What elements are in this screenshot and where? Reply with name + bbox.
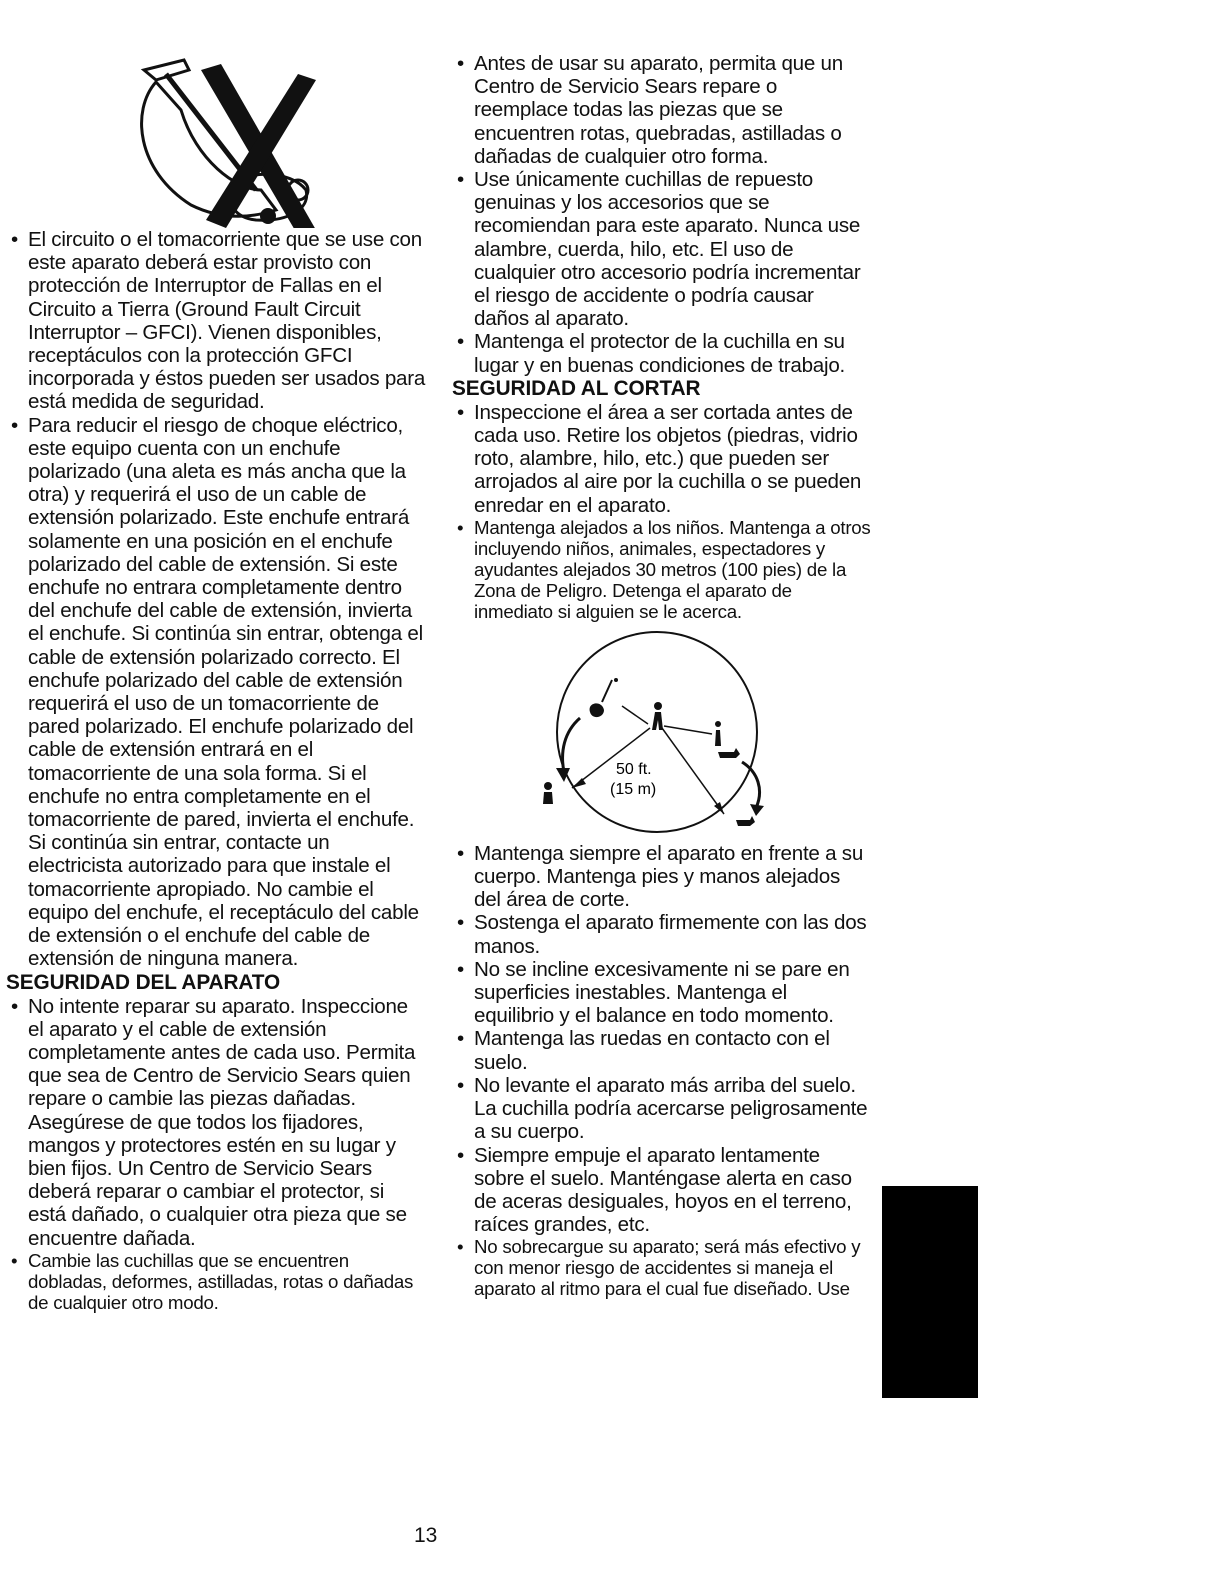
operation-bullet-list <box>452 842 872 1299</box>
gfci-bullet-list <box>6 228 426 971</box>
list-item: • Use únicamente cuchillas de repuesto genuinas y los accesorios que se recomiendan para este aparato. Nunca use alambre, cuerda, hilo, etc. El uso de cualquier otro accesorio podría incrementar el riesgo de accidente o podría causar daños al aparato. <box>457 168 861 331</box>
list-item: • Mantenga siempre el aparato en frente a su cuerpo. Mantenga pies y manos alejados del área de corte. <box>457 841 864 912</box>
bullet-text: Mantenga las ruedas en contacto con el suelo. <box>474 1027 830 1074</box>
bullet-text: Sostenga el aparato firmemente con las dos manos. <box>474 911 867 958</box>
bullet-text: Siempre empuje el aparato lentamente sobre el suelo. Manténgase alerta en caso de aceras desiguales, hoyos en el terreno, raíces grandes, etc. <box>474 1143 852 1237</box>
aparato-bullet-list <box>6 995 426 1313</box>
list-item: • Cambie las cuchillas que se encuentren dobladas, deformes, astilladas, rotas o dañadas de cualquier otro modo. <box>11 1249 414 1313</box>
bullet-text: Inspeccione el área a ser cortada antes de cada uso. Retire los objetos (piedras, vidrio roto, alambre, hilo, etc.) que pueden ser arrojados al aire por la cuchilla o se pueden enredar en el aparato. <box>474 400 862 517</box>
list-item: • No se incline excesivamente ni se pare en superficies inestables. Mantenga el equilibrio y el balance en todo momento. <box>457 957 850 1028</box>
section-heading-aparato: SEGURIDAD DEL APARATO <box>6 970 281 994</box>
list-item: • Para reducir el riesgo de choque eléctrico, este equipo cuenta con un enchufe polarizado (una aleta es más ancha que la otra) y requerirá el uso de un cable de extensión polarizado. Este enchufe entrará solamente en una posición en el enchufe polarizado del cable de extensión. Si este enchufe no entrara completamente dentro del enchufe del cable de extensión, invierta el enchufe. Si continúa sin entrar, obtenga el cable de extensión polarizado correcto. El enchufe polarizado del cable de extensión requerirá el uso de un tomacorriente de pared polarizado. El enchufe polarizado del cable de extensión entrará en el tomacorriente de una sola forma. Si el enchufe no entra completamente en el tomacorriente de pared, invierta el enchufe. Si continúa sin entrar, contacte un electricista autorizado para que instale el tomacorriente apropiado. No cambie el equipo del enchufe, el receptáculo del cable de extensión o el enchufe del cable de extensión de ninguna manera. <box>11 413 423 971</box>
list-item: • No intente reparar su aparato. Inspeccione el aparato y el cable de extensión completamente antes de cada uso. Permita que sea de Centro de Servicio Sears quien repare o cambie las piezas dañadas. Asegúrese de que todos los fijadores, mangos y protectores estén en su lugar y bien fijos. Un Centro de Servicio Sears deberá reparar o cambiar el protector, si está dañado, o cualquier otra pieza que se encuentre dañada. <box>11 994 416 1250</box>
bullet-text: Cambie las cuchillas que se encuentren dobladas, deformes, astilladas, rotas o dañadas de cualquier otro modo. <box>28 1249 414 1313</box>
list-item: • No levante el aparato más arriba del suelo. La cuchilla podría acercarse peligrosamente a su cuerpo. <box>457 1073 868 1144</box>
danger-zone-diagram <box>452 622 872 842</box>
list-item: • Mantenga las ruedas en contacto con el suelo. <box>457 1027 830 1074</box>
left-column <box>6 40 426 1313</box>
list-item: • Mantenga el protector de la cuchilla en su lugar y en buenas condiciones de trabajo. <box>457 330 845 377</box>
bullet-text: No levante el aparato más arriba del suelo. La cuchilla podría acercarse peligrosamente a su cuerpo. <box>474 1073 868 1144</box>
right-column <box>452 52 872 1299</box>
page-number: 13 <box>414 1524 438 1547</box>
bullet-text: No intente reparar su aparato. Inspeccione el aparato y el cable de extensión completamente antes de cada uso. Permita que sea de Centro de Servicio Sears quien repare o cambie las piezas dañadas. Asegúrese de que todos los fijadores, mangos y protectores estén en su lugar y bien fijos. Un Centro de Servicio Sears deberá reparar o cambiar el protector, si está dañado, o cualquier otra pieza que se encuentre dañada. <box>28 994 416 1250</box>
list-item: • El circuito o el tomacorriente que se use con este aparato deberá estar provisto con protección de Interruptor de Fallas en el Circuito a Tierra (Ground Fault Circuit Interruptor – GFCI). Vienen disponibles, receptáculos con la protección GFCI incorporada y éstos pueden ser usados para está medida de seguridad. <box>11 228 426 414</box>
no-mower-icon <box>6 40 426 228</box>
bullet-text: Antes de usar su aparato, permita que un Centro de Servicio Sears repare o reemplace todas las piezas que se encuentren rotas, quebradas, astilladas o dañadas de cualquier otro forma. <box>474 52 843 168</box>
repair-bullet-list <box>452 52 872 377</box>
list-item: • Siempre empuje el aparato lentamente sobre el suelo. Manténgase alerta en caso de aceras desiguales, hoyos en el terreno, raíces grandes, etc. <box>457 1143 852 1237</box>
bullet-text: No sobrecargue su aparato; será más efectivo y con menor riesgo de accidentes si maneja el aparato al ritmo para el cual fue diseñado. Use <box>474 1236 861 1300</box>
diagram-label-ft: 50 ft. <box>616 760 652 778</box>
bullet-text: Mantenga alejados a los niños. Mantenga a otros incluyendo niños, animales, espectadores y ayudantes alejados 30 metros (100 pies) de la Zona de Peligro. Detenga el aparato de inmediato si alguien se le acerca. <box>474 516 871 622</box>
list-item: • Inspeccione el área a ser cortada antes de cada uso. Retire los objetos (piedras, vidrio roto, alambre, hilo, etc.) que pueden ser arrojados al aire por la cuchilla o se pueden enredar en el aparato. <box>457 400 862 517</box>
list-item: • Mantenga alejados a los niños. Mantenga a otros incluyendo niños, animales, espectadores y ayudantes alejados 30 metros (100 pies) de la Zona de Peligro. Detenga el aparato de inmediato si alguien se le acerca. <box>457 516 871 622</box>
bullet-text: Mantenga el protector de la cuchilla en su lugar y en buenas condiciones de trabajo. <box>474 330 845 377</box>
section-heading-cortar: SEGURIDAD AL CORTAR <box>452 376 701 400</box>
diagram-label-m: (15 m) <box>610 780 657 798</box>
bullet-text: Mantenga siempre el aparato en frente a su cuerpo. Mantenga pies y manos alejados del área de corte. <box>474 841 864 912</box>
list-item: • Sostenga el aparato firmemente con las dos manos. <box>457 911 867 958</box>
cutting-bullet-list <box>452 401 872 622</box>
list-item: • Antes de usar su aparato, permita que un Centro de Servicio Sears repare o reemplace todas las piezas que se encuentren rotas, quebradas, astilladas o dañadas de cualquier otro forma. <box>457 52 843 168</box>
bullet-text: Use únicamente cuchillas de repuesto genuinas y los accesorios que se recomiendan para este aparato. Nunca use alambre, cuerda, hilo, etc. El uso de cualquier otro accesorio podría incrementar el riesgo de accidente o podría causar daños al aparato. <box>474 168 861 331</box>
bullet-text: No se incline excesivamente ni se pare en superficies inestables. Mantenga el equilibrio y el balance en todo momento. <box>474 957 850 1028</box>
list-item: • No sobrecargue su aparato; será más efectivo y con menor riesgo de accidentes si maneja el aparato al ritmo para el cual fue diseñado. Use <box>457 1236 861 1300</box>
section-tab-marker <box>882 1186 978 1398</box>
bullet-text: El circuito o el tomacorriente que se use con este aparato deberá estar provisto con protección de Interruptor de Fallas en el Circuito a Tierra (Ground Fault Circuit Interruptor – GFCI). Vienen disponibles, receptáculos con la protección GFCI incorporada y éstos pueden ser usados para está medida de seguridad. <box>28 228 426 414</box>
bullet-text: Para reducir el riesgo de choque eléctrico, este equipo cuenta con un enchufe polarizado (una aleta es más ancha que la otra) y requerirá el uso de un cable de extensión polarizado. Este enchufe entrará solamente en una posición en el enchufe polarizado del cable de extensión. Si este enchufe no entrara completamente dentro del enchufe del cable de extensión, invierta el enchufe. Si continúa sin entrar, obtenga el cable de extensión polarizado correcto. El enchufe polarizado del cable de extensión requerirá el uso de un tomacorriente de pared polarizado. El enchufe polarizado del cable de extensión entrará en el tomacorriente de una sola forma. Si el enchufe no entra completamente en el tomacorriente de pared, invierta el enchufe. Si continúa sin entrar, contacte un electricista autorizado para que instale el tomacorriente apropiado. No cambie el equipo del enchufe, el receptáculo del cable de extensión o el enchufe del cable de extensión de ninguna manera. <box>28 413 423 971</box>
